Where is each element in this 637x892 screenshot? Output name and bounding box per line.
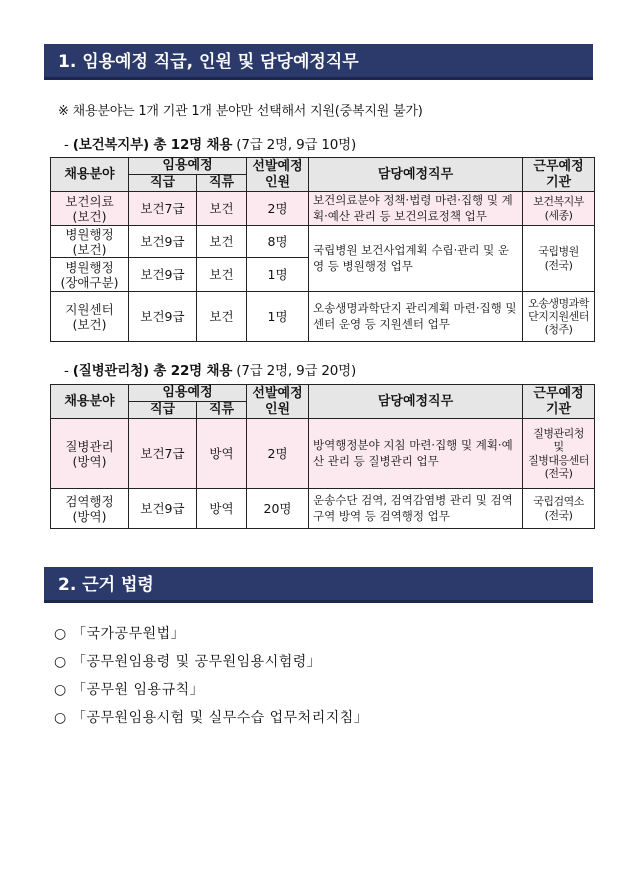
cell-field: 질병관리 (방역)	[51, 419, 129, 489]
cell-count: 8명	[247, 226, 309, 258]
group-1-total-label: 총	[148, 137, 171, 153]
header-count: 선발예정 인원	[247, 385, 309, 419]
group-1-prefix: -	[64, 137, 73, 153]
law-text: 「공무원임용령 및 공무원임용시험령」	[72, 654, 322, 670]
header-plan: 임용예정	[129, 385, 247, 402]
cell-field: 병원행정 (보건)	[51, 226, 129, 258]
cell-location: 보건복지부 (세종)	[523, 192, 595, 226]
cell-location: 국립검역소 (전국)	[523, 489, 595, 529]
bullet-icon: ○	[54, 654, 67, 670]
cell-series: 방역	[197, 419, 247, 489]
cell-location: 질병관리청 및 질병대응센터 (전국)	[523, 419, 595, 489]
table-row	[51, 192, 595, 226]
law-text: 「공무원 임용규칙」	[72, 682, 205, 698]
application-note: ※ 채용분야는 1개 기관 1개 분야만 선택해서 지원(중복지원 불가)	[58, 104, 423, 119]
group-1-org: (보건복지부)	[72, 137, 149, 153]
cell-field: 병원행정 (장애구분)	[51, 258, 129, 292]
header-field: 채용분야	[51, 385, 129, 419]
table-row	[51, 419, 595, 489]
cell-grade: 보건9급	[129, 226, 197, 258]
cell-field: 보건의료 (보건)	[51, 192, 129, 226]
group-2-prefix: -	[64, 363, 73, 379]
cell-duty: 방역행정분야 지침 마련·집행 및 계획·예산 관리 등 질병관리 업무	[309, 419, 523, 489]
cell-duty: 오송생명과학단지 관리계획 마련·집행 및 센터 운영 등 지원센터 업무	[309, 292, 523, 342]
group-2-org: (질병관리청)	[72, 363, 149, 379]
header-location: 근무예정 기관	[523, 385, 595, 419]
header-series: 직류	[197, 402, 247, 419]
group-2-table	[50, 384, 595, 529]
header-plan: 임용예정	[129, 158, 247, 175]
cell-series: 보건	[197, 258, 247, 292]
cell-count: 2명	[247, 419, 309, 489]
header-series: 직류	[197, 175, 247, 192]
law-item	[54, 623, 185, 643]
header-grade: 직급	[129, 175, 197, 192]
header-grade: 직급	[129, 402, 197, 419]
section-1-title: 1. 임용예정 직급, 인원 및 담당예정직무	[44, 44, 593, 80]
cell-field: 지원센터 (보건)	[51, 292, 129, 342]
bullet-icon: ○	[54, 682, 67, 698]
cell-grade: 보건9급	[129, 489, 197, 529]
header-count: 선발예정 인원	[247, 158, 309, 192]
table-row	[51, 292, 595, 342]
group-2-total-label: 총	[148, 363, 171, 379]
cell-grade: 보건7급	[129, 419, 197, 489]
cell-series: 보건	[197, 226, 247, 258]
cell-count: 1명	[247, 258, 309, 292]
law-text: 「국가공무원법」	[72, 626, 186, 642]
header-duty: 담당예정직무	[309, 158, 523, 192]
group-1-detail: (7급 2명, 9급 10명)	[232, 137, 357, 153]
group-1-hire: 채용	[202, 137, 233, 153]
group-1-table	[50, 157, 595, 342]
cell-field: 검역행정 (방역)	[51, 489, 129, 529]
header-location: 근무예정 기관	[523, 158, 595, 192]
section-2-title: 2. 근거 법령	[44, 567, 593, 603]
group-2-hire: 채용	[202, 363, 233, 379]
cell-location-shared: 국립병원 (전국)	[523, 226, 595, 292]
cell-location: 오송생명과학 단지지원센터 (청주)	[523, 292, 595, 342]
cell-grade: 보건7급	[129, 192, 197, 226]
cell-count: 20명	[247, 489, 309, 529]
law-item	[54, 651, 321, 671]
group-1-total: 12명	[170, 137, 202, 153]
cell-duty: 운송수단 검역, 검역감염병 관리 및 검역구역 방역 등 검역행정 업무	[309, 489, 523, 529]
group-1-heading	[64, 133, 356, 153]
group-2-detail: (7급 2명, 9급 20명)	[232, 363, 357, 379]
law-item	[54, 679, 204, 699]
group-2-total: 22명	[170, 363, 202, 379]
bullet-icon: ○	[54, 710, 67, 726]
cell-series: 보건	[197, 192, 247, 226]
cell-count: 1명	[247, 292, 309, 342]
law-item	[54, 707, 368, 727]
cell-grade: 보건9급	[129, 292, 197, 342]
table-row	[51, 489, 595, 529]
cell-count: 2명	[247, 192, 309, 226]
cell-series: 보건	[197, 292, 247, 342]
group-2-heading	[64, 359, 356, 379]
cell-duty-shared: 국립병원 보건사업계획 수립·관리 및 운영 등 병원행정 업무	[309, 226, 523, 292]
law-text: 「공무원임용시험 및 실무수습 업무처리지침」	[72, 710, 369, 726]
cell-series: 방역	[197, 489, 247, 529]
header-duty: 담당예정직무	[309, 385, 523, 419]
cell-duty: 보건의료분야 정책·법령 마련·집행 및 계획·예산 관리 등 보건의료정책 업무	[309, 192, 523, 226]
cell-grade: 보건9급	[129, 258, 197, 292]
bullet-icon: ○	[54, 626, 67, 642]
header-field: 채용분야	[51, 158, 129, 192]
table-row	[51, 226, 595, 258]
